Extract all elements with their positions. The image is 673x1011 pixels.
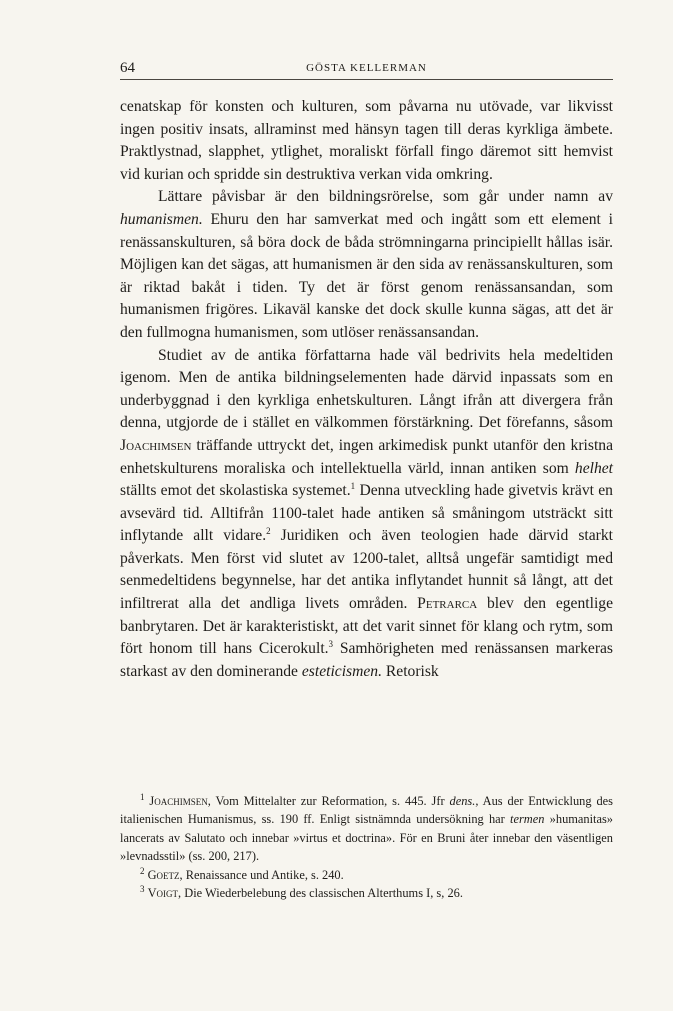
paragraph-3 xyxy=(120,345,613,684)
p2-emphasis: humanismen. xyxy=(120,210,203,228)
footnote-1-em-termen: termen xyxy=(510,812,545,827)
footnote-3 xyxy=(120,884,613,902)
p3-emphasis-helhet: helhet xyxy=(574,459,613,477)
page-number: 64 xyxy=(120,60,135,76)
body-text xyxy=(120,96,613,683)
paragraph-2 xyxy=(120,186,613,344)
footnote-1-author: Joachimsen, xyxy=(149,794,211,808)
footnote-1 xyxy=(120,792,613,866)
p3-text-b: träffande uttryckt det, ingen arkimedisk punkt utanför den kristna enhetskulturens moraliska och intellektuella värld, innan antiken som xyxy=(120,436,613,477)
header-rule xyxy=(120,79,613,80)
footnote-1-em-dens: dens., xyxy=(449,794,479,808)
p3-text-a: Studiet av de antika författarna hade väl bedrivits hela medeltiden igenom. Men de antika bildningselementen hade därvid inpassats som en underbyggnad i den kyrkliga enhetskulturen. Långt ifrån att divergera från denna, utgjorde de i stället en välkommen förstärkning. Det förefanns, såsom xyxy=(120,346,613,432)
p3-text-f: blev den egentlige banbrytaren. Det är karakteristiskt, att det varit sinnet för klang och rytm, som fört honom till hans Cicerokult. xyxy=(120,595,613,658)
paragraph-1: cenatskap för konsten och kulturen, som påvarna nu utövade, var likvisst ingen positiv insats, allraminst med hänsyn tagen till deras kyrkliga ämbete. Praktlystnad, slapphet, ytlighet, moraliskt förfall fingo däremot sitt hemvist vid kurian och spridde sin destruktiva verkan vida omkring. xyxy=(120,98,613,183)
p3-text-c: ställts emot det skolastiska systemet. xyxy=(120,482,351,500)
footnote-2 xyxy=(120,866,613,884)
footnote-1-number: 1 xyxy=(140,791,145,802)
footnote-1-text-a: Vom Mittelalter zur Reformation, s. 445. Jfr xyxy=(210,794,450,808)
footnotes xyxy=(120,792,613,902)
p3-text-h: Retorisk xyxy=(381,662,439,680)
footnote-3-text: Die Wiederbelebung des classischen Alterthums I, s, 26. xyxy=(181,886,463,901)
p2-text-a: Lättare påvisbar är den bildningsrörelse, som går under namn av xyxy=(158,188,613,206)
author-joachimsen: Joachimsen xyxy=(120,436,192,454)
footnote-2-author: Goetz, xyxy=(147,867,183,882)
author-petrarca: Petrarca xyxy=(417,595,478,613)
p2-text-b: Ehuru den har samverkat med och ingått som ett element i renässanskulturen, så böra dock de båda strömningarna principiellt hållas isär. Möjligen kan det sägas, att humanismen är den sida av renässanskulturen, som är riktad bakåt i tiden. Ty det är först genom renässansandan, som humanismen frigöres. Likaväl kanske det dock skulle kunna sägas, att det är den fullmogna humanismen, som utlöser renässansandan. xyxy=(120,210,613,341)
footnote-3-number: 3 xyxy=(140,883,145,894)
p3-text-d: Denna utveckling hade givetvis krävt en avsevärd tid. Alltifrån 1100-talet hade antiken så småningom utsträckt sitt inflytande allt vidare. xyxy=(120,482,613,545)
page-header xyxy=(120,60,613,78)
footnote-2-number: 2 xyxy=(140,865,145,876)
footnote-1-text-b: Aus der Entwicklung des italienischen Humanismus, ss. 190 ff. Enligt sistnämnda undersökning har xyxy=(120,794,613,827)
footnote-ref-1[interactable]: 1 xyxy=(350,480,356,491)
p3-emphasis-esteticismen: esteticismen. xyxy=(301,662,382,680)
p3-text-g: Samhörigheten med renässansen markeras starkast av den dominerande xyxy=(120,640,613,680)
footnote-2-text: Renaissance und Antike, s. 240. xyxy=(182,867,344,882)
footnote-ref-2[interactable]: 2 xyxy=(266,526,271,537)
running-head: GÖSTA KELLERMAN xyxy=(306,62,427,74)
footnote-1-text-c: »humanitas» lancerats av Salutato och innebar »virtus et doctrina». För en Bruni åter innebar den väsentligen »levnadsstil» (ss. 200, 217). xyxy=(120,812,613,864)
p3-text-e: Juridiken och även teologien hade därvid starkt påverkats. Men först vid slutet av 1200-talet, alltså ungefär samtidigt med senmedeltidens begynnelse, har det antika inflytandet hunnit så långt, att det infiltrerat alla det andliga livets områden. xyxy=(120,527,613,613)
footnote-ref-3[interactable]: 3 xyxy=(328,639,334,650)
footnote-3-author: Voigt, xyxy=(147,886,182,901)
